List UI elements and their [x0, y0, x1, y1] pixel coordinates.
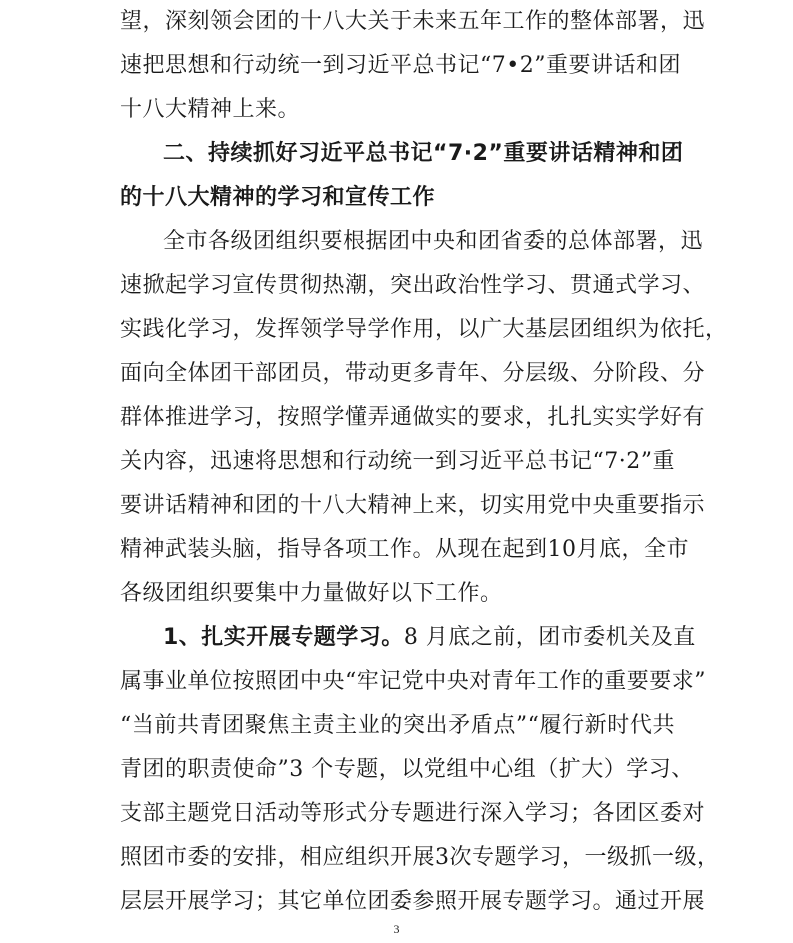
paragraph-line: 实践化学习，发挥领学导学作用，以广大基层团组织为依托，	[120, 317, 728, 342]
paragraph-line: 关内容，迅速将思想和行动统一到习近平总书记“7·2”重	[120, 449, 675, 474]
section-heading: 的十八大精神的学习和宣传工作	[120, 185, 436, 210]
subsection-line	[163, 623, 696, 653]
section-heading: 二、持续抓好习近平总书记“7·2”重要讲话精神和团	[163, 141, 684, 166]
paragraph-line: 青团的职责使命”3 个专题，以党组中心组（扩大）学习、	[120, 757, 694, 782]
paragraph-line: 望，深刻领会团的十八大关于未来五年工作的整体部署，迅	[120, 9, 706, 34]
paragraph-line: 层层开展学习；其它单位团委参照开展专题学习。通过开展	[120, 889, 706, 914]
subsection-title: 1、扎实开展专题学习。	[163, 625, 404, 650]
paragraph-line: 属事业单位按照团中央“牢记党中央对青年工作的重要要求”	[120, 669, 706, 694]
paragraph-line: 精神武装头脑，指导各项工作。从现在起到10月底，全市	[120, 537, 689, 562]
paragraph-line: 全市各级团组织要根据团中央和团省委的总体部署，迅	[163, 229, 704, 254]
page-number: 3	[393, 922, 400, 936]
paragraph-line: 照团市委的安排，相应组织开展3次专题学习，一级抓一级，	[120, 845, 720, 870]
paragraph-line: 面向全体团干部团员，带动更多青年、分层级、分阶段、分	[120, 361, 706, 386]
paragraph-line: 群体推进学习，按照学懂弄通做实的要求，扎扎实实学好有	[120, 405, 706, 430]
subsection-text: 8 月底之前，团市委机关及直	[403, 625, 696, 650]
paragraph-line: “当前共青团聚焦主责主业的突出矛盾点”“履行新时代共	[120, 713, 675, 738]
paragraph-line: 支部主题党日活动等形式分专题进行深入学习；各团区委对	[120, 801, 706, 826]
paragraph-line: 各级团组织要集中力量做好以下工作。	[120, 581, 503, 606]
paragraph-line: 速把思想和行动统一到习近平总书记“7•2”重要讲话和团	[120, 53, 681, 78]
paragraph-line: 速掀起学习宣传贯彻热潮，突出政治性学习、贯通式学习、	[120, 273, 706, 298]
paragraph-line: 要讲话精神和团的十八大精神上来，切实用党中央重要指示	[120, 493, 706, 518]
paragraph-line: 十八大精神上来。	[120, 97, 301, 122]
